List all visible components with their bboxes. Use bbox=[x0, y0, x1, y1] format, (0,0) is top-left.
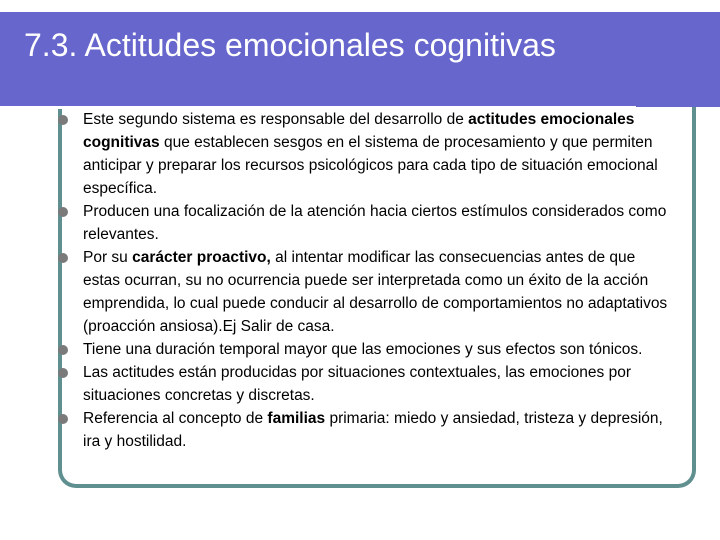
bullet-text: Tiene una duración temporal mayor que las emociones y sus efectos son tónicos. bbox=[83, 341, 643, 358]
bullet-dot-icon bbox=[58, 414, 68, 424]
bullet-dot-icon bbox=[58, 345, 68, 355]
bullet-dot-icon bbox=[58, 115, 68, 125]
bullet-dot-icon bbox=[58, 207, 68, 217]
bullet-text: Las actitudes están producidas por situaciones contextuales, las emociones por situaciones concretas y discretas. bbox=[83, 364, 631, 404]
bullet-text: Referencia al concepto de bbox=[83, 410, 268, 427]
bullet-item bbox=[58, 361, 670, 407]
bullet-item bbox=[58, 108, 670, 200]
slide-title: 7.3. Actitudes emocionales cognitivas bbox=[24, 27, 556, 63]
bullet-item bbox=[58, 200, 670, 246]
bullet-item bbox=[58, 407, 670, 453]
bullet-dot-icon bbox=[58, 253, 68, 263]
bullet-bold-text: familias bbox=[267, 410, 326, 427]
bullet-item bbox=[58, 338, 670, 361]
bullet-bold-text: actitudes emocionales cognitivas bbox=[83, 111, 635, 151]
bullet-list bbox=[58, 108, 670, 453]
bullet-text: Por su bbox=[83, 249, 133, 266]
title-bar bbox=[0, 12, 720, 107]
bullet-text: primaria: miedo y ansiedad, tristeza y depresión, ira y hostilidad. bbox=[83, 410, 663, 450]
bullet-text: Este segundo sistema es responsable del desarrollo de bbox=[83, 111, 469, 128]
bullet-bold-text: carácter proactivo, bbox=[132, 249, 271, 266]
bullet-text: que establecen sesgos en el sistema de procesamiento y que permiten anticipar y preparar los recursos psicológicos para cada tipo de situación emocional específica. bbox=[83, 134, 658, 197]
bullet-text: Producen una focalización de la atención hacia ciertos estímulos considerados como relevantes. bbox=[83, 203, 667, 243]
bullet-dot-icon bbox=[58, 368, 68, 378]
bullet-text: al intentar modificar las consecuencias antes de que estas ocurran, su no ocurrencia puede ser interpretada como un éxito de la acción emprendida, lo cual puede conducir al desarrollo de comportamientos no adaptativos (proacción ansiosa).Ej Salir de casa. bbox=[83, 249, 668, 335]
bullet-item bbox=[58, 246, 670, 338]
